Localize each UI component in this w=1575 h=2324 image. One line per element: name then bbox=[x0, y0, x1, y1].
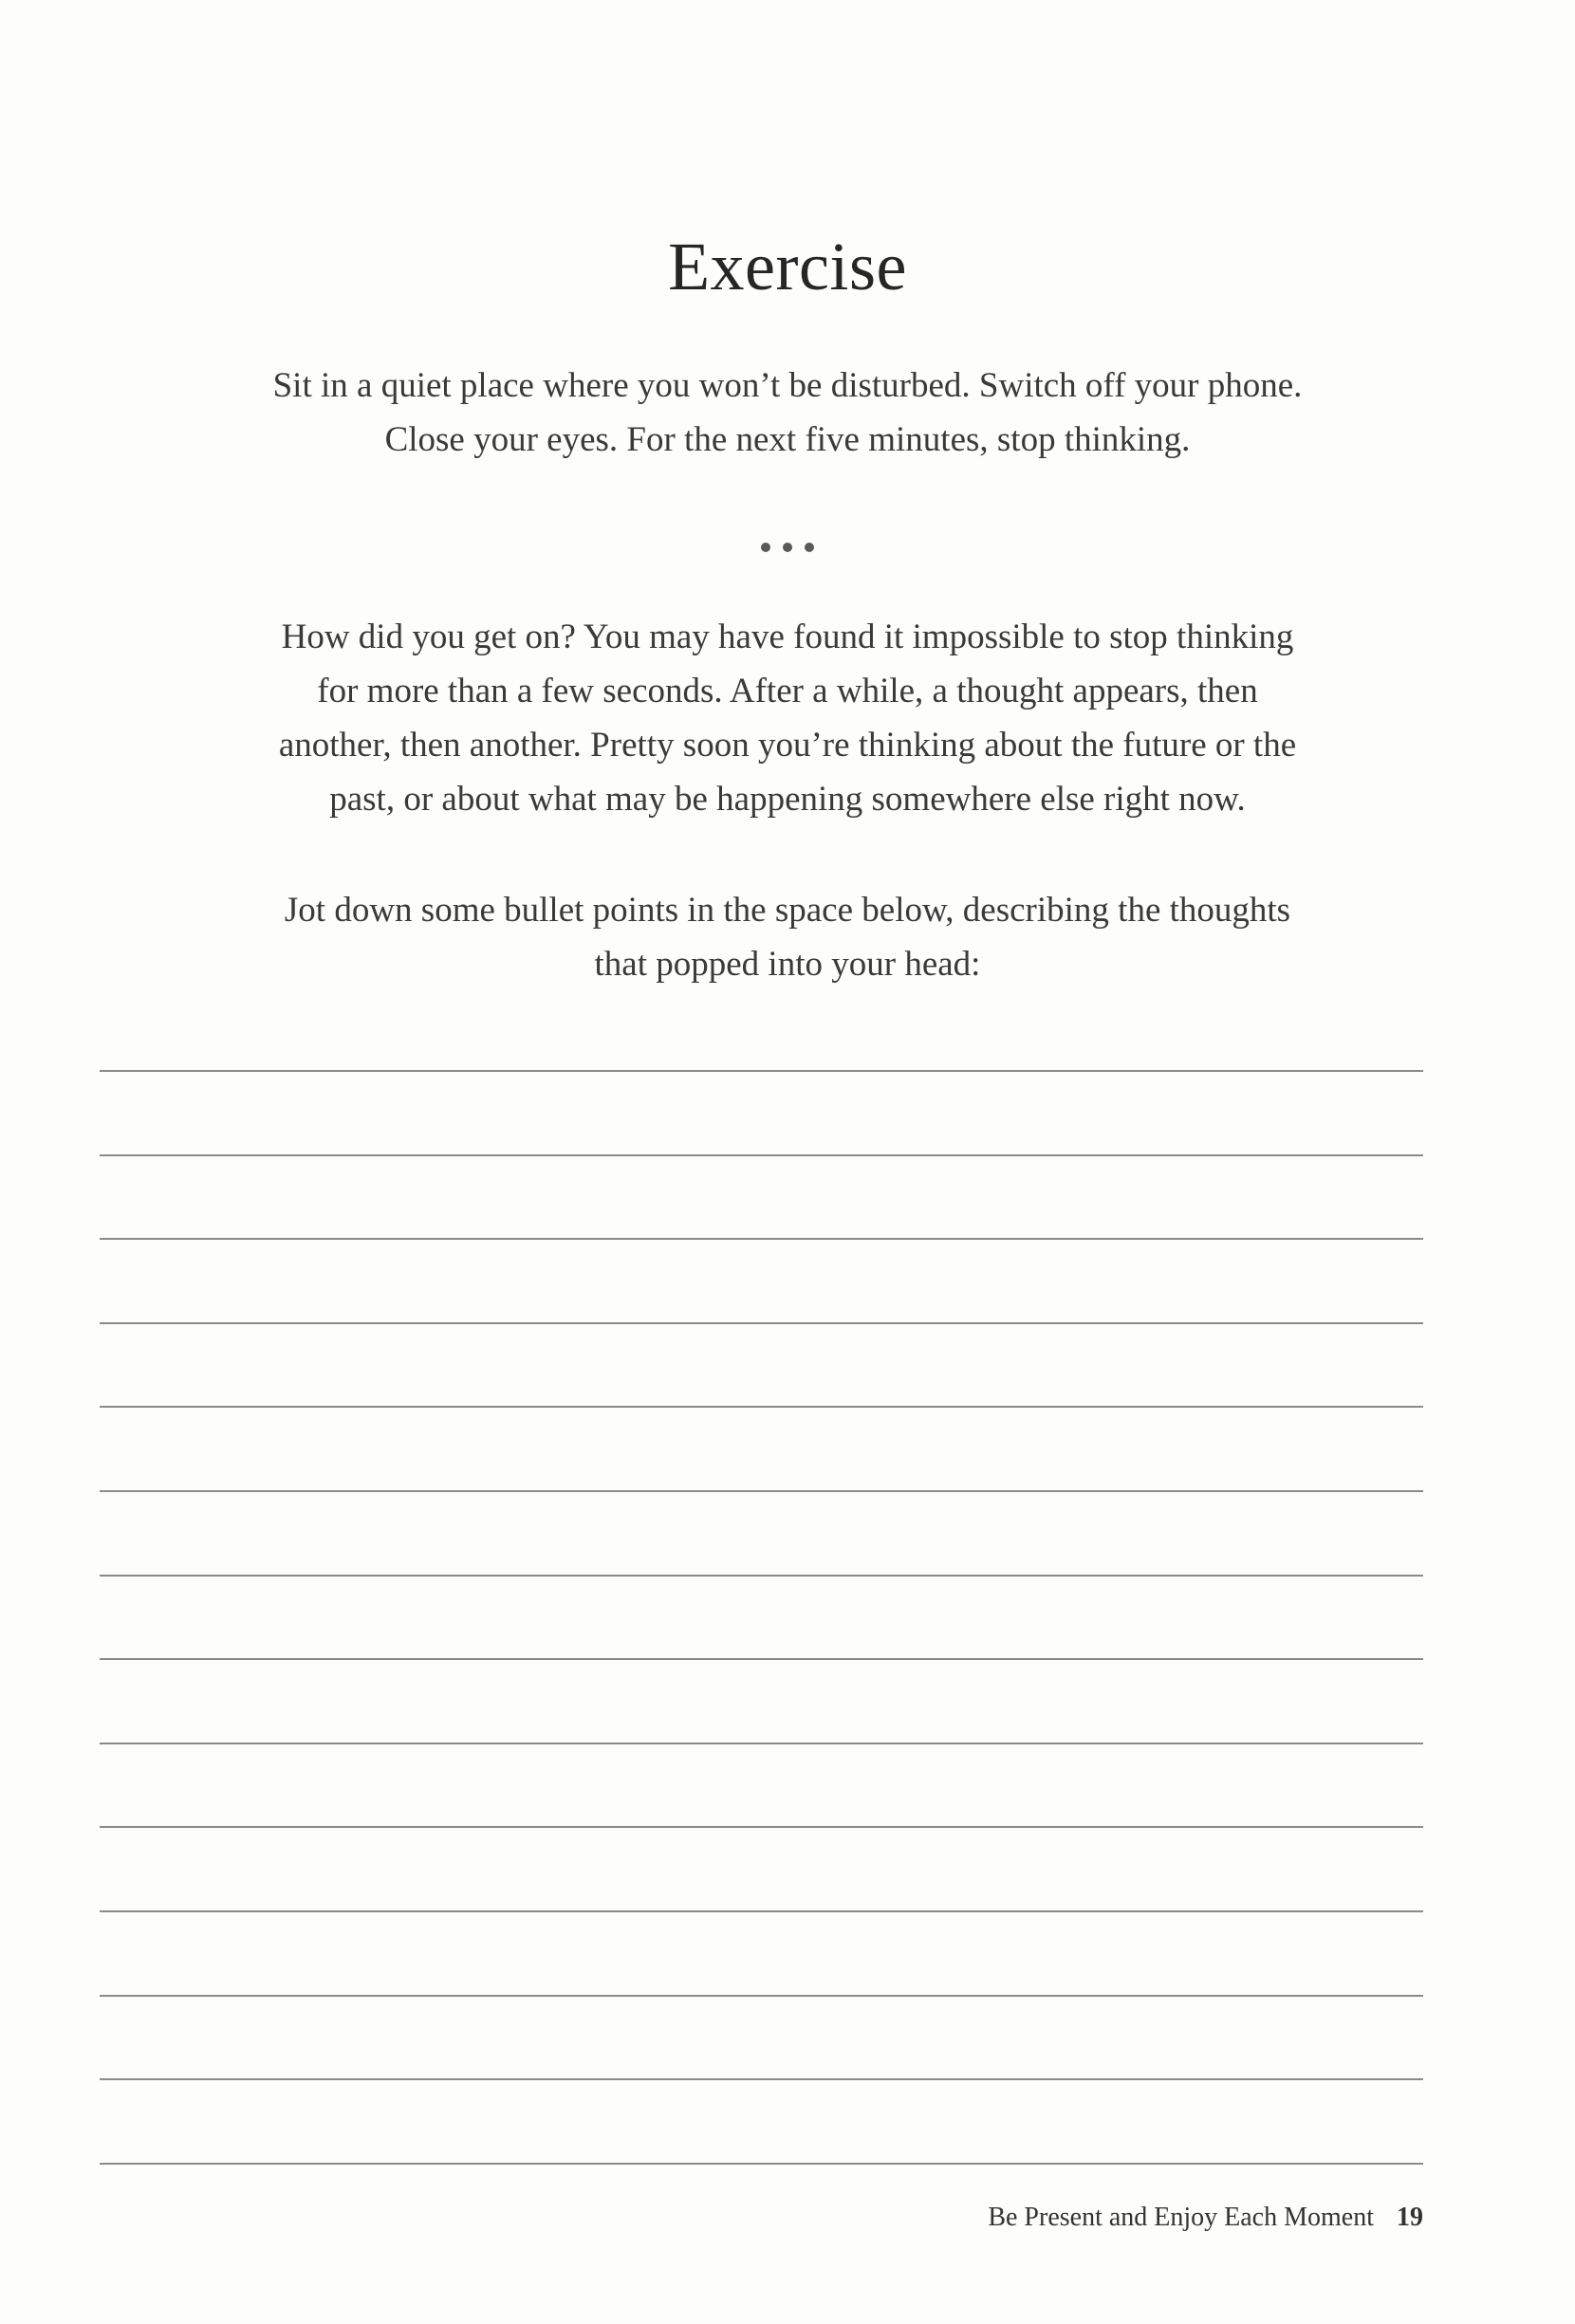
page-footer bbox=[988, 2203, 1423, 2233]
writing-line[interactable] bbox=[100, 1072, 1423, 1156]
writing-line[interactable] bbox=[100, 1744, 1423, 1829]
reflection-paragraph bbox=[190, 610, 1385, 826]
writing-line[interactable] bbox=[100, 1408, 1423, 1492]
reflection-line: past, or about what may be happening somewhere else right now. bbox=[329, 780, 1246, 819]
prompt-line: Jot down some bullet points in the space below, describing the thoughts bbox=[284, 891, 1291, 930]
writing-line[interactable] bbox=[100, 1240, 1423, 1324]
exercise-heading: Exercise bbox=[668, 229, 907, 304]
writing-line[interactable] bbox=[100, 2080, 1423, 2165]
writing-line[interactable] bbox=[100, 1156, 1423, 1241]
writing-line[interactable] bbox=[100, 1492, 1423, 1577]
prompt-paragraph bbox=[190, 883, 1385, 991]
reflection-line: for more than a few seconds. After a while, a thought appears, then bbox=[317, 672, 1258, 710]
intro-paragraph bbox=[190, 359, 1385, 467]
writing-line[interactable] bbox=[100, 1997, 1423, 2081]
running-title: Be Present and Enjoy Each Moment bbox=[988, 2203, 1374, 2232]
separator-dot bbox=[805, 543, 814, 552]
writing-line[interactable] bbox=[100, 1828, 1423, 1912]
writing-line[interactable] bbox=[100, 1912, 1423, 1997]
writing-line[interactable] bbox=[100, 1324, 1423, 1409]
separator-dot bbox=[783, 543, 792, 552]
writing-line[interactable] bbox=[100, 1577, 1423, 1661]
section-separator bbox=[0, 537, 1575, 557]
writing-line[interactable] bbox=[100, 1660, 1423, 1744]
separator-dot bbox=[761, 543, 770, 552]
page-number: 19 bbox=[1397, 2203, 1423, 2232]
prompt-line: that popped into your head: bbox=[594, 945, 981, 984]
intro-line: Sit in a quiet place where you won’t be disturbed. Switch off your phone. bbox=[272, 366, 1303, 405]
writing-area[interactable] bbox=[100, 1070, 1423, 2165]
reflection-line: another, then another. Pretty soon you’re thinking about the future or the bbox=[278, 726, 1297, 765]
intro-line: Close your eyes. For the next five minutes, stop thinking. bbox=[384, 420, 1191, 459]
reflection-line: How did you get on? You may have found it impossible to stop thinking bbox=[281, 618, 1294, 656]
